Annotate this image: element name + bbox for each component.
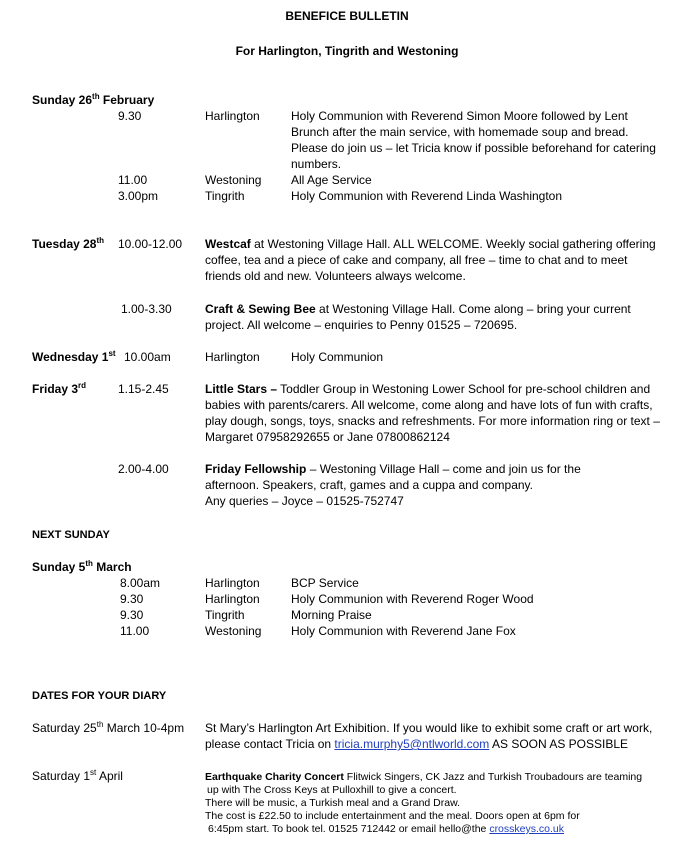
website-link[interactable]: crosskeys.co.uk (489, 823, 565, 835)
event-description: Morning Praise (291, 608, 372, 622)
concert-line: There will be music, a Turkish meal and a Grand Draw. (205, 797, 461, 809)
event-time: 3.00pm (118, 189, 159, 203)
diary-heading: DATES FOR YOUR DIARY (32, 690, 167, 702)
diary-date: Saturday 1st April (32, 768, 123, 783)
event-queries: Any queries – Joyce – 01525-752747 (205, 494, 404, 508)
concert-line: The cost is £22.50 to include entertainment and the meal. Doors open at 6pm for (205, 810, 580, 822)
day-heading-sunday-5: Sunday 5th March (32, 559, 132, 574)
event-place: Tingrith (205, 608, 245, 622)
email-link[interactable]: tricia.murphy5@ntlworld.com (334, 737, 490, 751)
event-description: Holy Communion with Reverend Linda Washington (291, 189, 563, 203)
day-heading-friday-3: Friday 3rd (32, 381, 87, 396)
diary-date: Saturday 25th March 10-4pm (32, 720, 185, 735)
day-heading-sunday-26: Sunday 26th February (32, 92, 155, 107)
event-description: All Age Service (291, 173, 372, 187)
event-time: 10.00-12.00 (118, 237, 183, 251)
event-description: BCP Service (291, 576, 359, 590)
event-description: Little Stars – Toddler Group in Westoning Lower School for pre-school children and babies with parents/carers. All welcome, come along and have lots of fun with crafts, play dough, songs, toys, snacks and refreshments. For more information ring or text – Margaret 07958292655 or Jane 07800862124 (205, 382, 660, 444)
bulletin-title: BENEFICE BULLETIN (285, 9, 409, 23)
event-time: 9.30 (120, 592, 144, 606)
next-sunday-heading: NEXT SUNDAY (32, 529, 110, 541)
event-place: Harlington (205, 350, 260, 364)
event-description: Holy Communion with Reverend Jane Fox (291, 624, 516, 638)
concert-line: Earthquake Charity Concert Flitwick Singers, CK Jazz and Turkish Troubadours are teaming (205, 771, 643, 783)
event-time: 8.00am (120, 576, 161, 590)
event-time: 2.00-4.00 (118, 462, 169, 476)
event-place: Harlington (205, 109, 260, 123)
concert-line: 6:45pm start. To book tel. 01525 712442 or email hello@the crosskeys.co.uk (208, 823, 565, 835)
concert-line: up with The Cross Keys at Pulloxhill to give a concert. (207, 784, 457, 796)
event-place: Westoning (205, 173, 262, 187)
diary-description: St Mary’s Harlington Art Exhibition. If you would like to exhibit some craft or art work, please contact Tricia on tricia.murphy5@ntlworld.com AS SOON AS POSSIBLE (205, 721, 653, 751)
event-description: Westcaf at Westoning Village Hall. ALL WELCOME. Weekly social gathering offering coffee, tea and a piece of cake and company, all free – time to chat and to meet friends old and new. Volunteers always welcome. (205, 237, 656, 283)
event-time: 11.00 (118, 173, 148, 187)
day-heading-tuesday-28: Tuesday 28th (32, 236, 105, 251)
event-place: Tingrith (205, 189, 245, 203)
event-time: 11.00 (120, 624, 150, 638)
bulletin-subtitle: For Harlington, Tingrith and Westoning (235, 44, 459, 58)
event-description: Craft & Sewing Bee at Westoning Village Hall. Come along – bring your current project. All welcome – enquiries to Penny 01525 – 720695. (205, 302, 631, 332)
event-time: 10.00am (124, 350, 171, 364)
day-heading-wednesday-1: Wednesday 1st (32, 349, 116, 364)
event-place: Harlington (205, 592, 260, 606)
event-time: 9.30 (120, 608, 144, 622)
event-description: Holy Communion with Reverend Simon Moore followed by Lent Brunch after the main service, with homemade soup and bread. Please do join us – let Tricia know if possible beforehand for catering numbers. (291, 109, 656, 171)
event-time: 1.15-2.45 (118, 382, 169, 396)
event-description: Holy Communion (291, 350, 384, 364)
event-description: Holy Communion with Reverend Roger Wood (291, 592, 534, 606)
event-time: 1.00-3.30 (121, 302, 172, 316)
event-place: Westoning (205, 624, 262, 638)
event-time: 9.30 (118, 109, 142, 123)
event-place: Harlington (205, 576, 260, 590)
event-description: Friday Fellowship – Westoning Village Hall – come and join us for the afternoon. Speakers, craft, games and a cuppa and company. (205, 462, 581, 492)
